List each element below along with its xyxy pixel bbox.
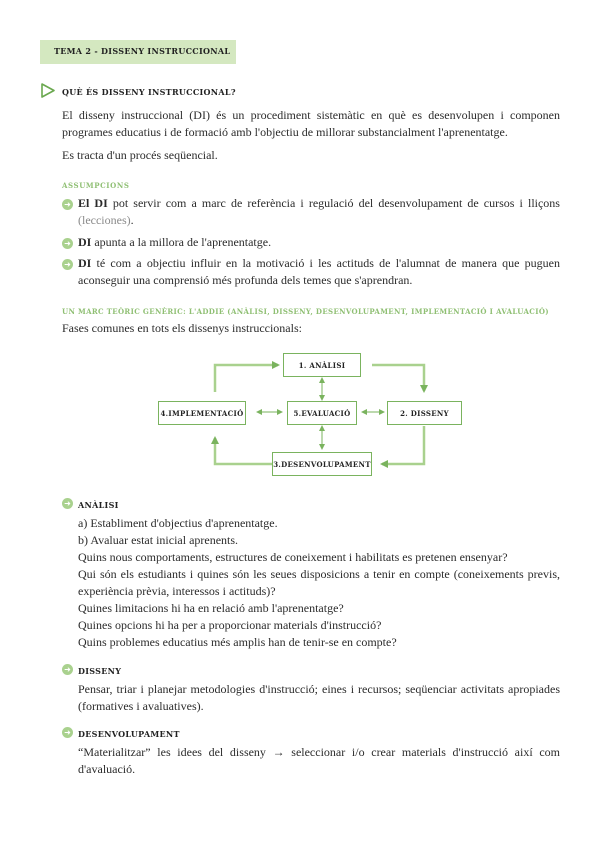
arrow-bullet-icon: ➜ bbox=[62, 727, 73, 738]
arrow-analysis-to-design bbox=[372, 365, 424, 391]
assumptions-heading: ASSUMPCIONS bbox=[62, 181, 130, 190]
addie-intro: Fases comunes en tots els dissenys instruccionals: bbox=[62, 321, 302, 335]
analysis-line: Quins nous comportaments, estructures de coneixement i habilitats es pretenen ensenyar? bbox=[78, 550, 508, 564]
analysis-line: Quins problemes educatius més amplis han de tenir-se en compte? bbox=[78, 635, 397, 649]
arrow-bullet-icon: ➜ bbox=[62, 199, 73, 210]
node-design: 2. DISSENY bbox=[387, 401, 462, 425]
development-paragraph: “Materialitzar” les idees del disseny → seleccionar i/o crear materials d'instrucció així com d'avaluació. bbox=[78, 745, 560, 776]
arrow-development-to-implementation bbox=[215, 438, 272, 464]
sequence-paragraph: Es tracta d'un procés seqüencial. bbox=[62, 148, 218, 162]
arrow-design-to-development bbox=[382, 426, 424, 464]
node-implementation: 4.IMPLEMENTACIÓ bbox=[158, 401, 246, 425]
analysis-heading: ANÀLISI bbox=[78, 500, 119, 510]
analysis-line: Quines limitacions hi ha en relació amb l'aprenentatge? bbox=[78, 601, 344, 615]
analysis-line: a) Establiment d'objectius d'aprenentatge. bbox=[78, 516, 278, 530]
definition-paragraph: El disseny instruccional (DI) és un procediment sistemàtic en què es desenvolupen i componen programes educatius i de formació amb l'objectiu de millorar substancialment l'aprenentatge. bbox=[62, 108, 560, 139]
analysis-line: Qui són els estudiants i quines són les seues disposicions a tenir en compte (coneixements previs, experiència prèvia, interessos i actituds)? bbox=[78, 567, 560, 598]
node-evaluation: 5.EVALUACIÓ bbox=[287, 401, 357, 425]
design-heading: DISSENY bbox=[78, 666, 122, 676]
addie-heading: UN MARC TEÒRIC GENÈRIC: L'ADDIE (ANÀLISI, DISSENY, DESENVOLUPAMENT, IMPLEMENTACIÓ I AVALUACIÓ) bbox=[62, 307, 549, 316]
development-heading: DESENVOLUPAMENT bbox=[78, 729, 180, 739]
arrow-bullet-icon: ➜ bbox=[62, 238, 73, 249]
analysis-line: Quines opcions hi ha per a proporcionar materials d'instrucció? bbox=[78, 618, 382, 632]
analysis-line: b) Avaluar estat inicial aprenents. bbox=[78, 533, 239, 547]
section-heading-what-is: QUÈ ÉS DISSENY INSTRUCCIONAL? bbox=[62, 87, 236, 97]
arrow-bullet-icon: ➜ bbox=[62, 498, 73, 509]
assumption-item: El DI pot servir com a marc de referència i regulació del desenvolupament de cursos i lliçons (lecciones). bbox=[78, 196, 560, 227]
arrow-bullet-icon: ➜ bbox=[62, 259, 73, 270]
arrow-bullet-icon: ➜ bbox=[62, 664, 73, 675]
design-paragraph: Pensar, triar i planejar metodologies d'instrucció; eines i recursos; seqüenciar activitats apropiades (formatives i avaluatives). bbox=[78, 682, 560, 713]
node-analysis: 1. ANÀLISI bbox=[283, 353, 361, 377]
arrow-implementation-to-analysis bbox=[215, 365, 278, 392]
assumption-item: DI apunta a la millora de l'aprenentatge. bbox=[78, 235, 272, 249]
assumption-item: DI té com a objectiu influir en la motivació i les actituds de l'alumnat de manera que puguen aconseguir una comprensió més profunda dels temes que s'aprendran. bbox=[78, 256, 560, 287]
topic-tag-label: TEMA 2 - DISSENY INSTRUCCIONAL bbox=[54, 46, 231, 56]
node-development: 3.DESENVOLUPAMENT bbox=[272, 452, 372, 476]
